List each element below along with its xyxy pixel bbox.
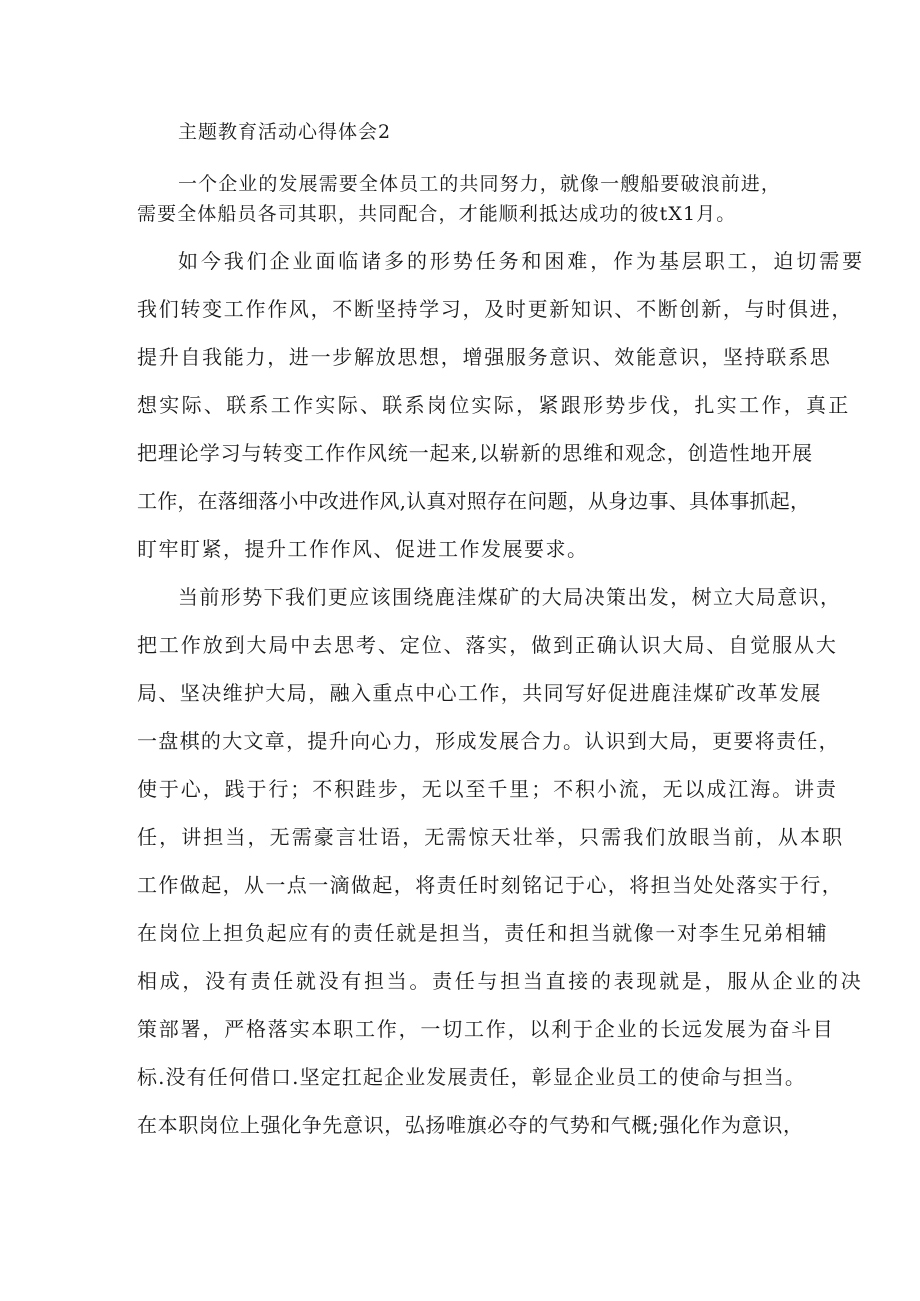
paragraph-line: 需要全体船员各司其职，共同配合，才能顺利抵达成功的彼tX1月。 [137,203,737,225]
paragraph-line: 盯牢盯紧，提升工作作风、促进工作发展要求。 [137,537,589,561]
document-title: 主题教育活动心得体会2 [178,121,392,143]
paragraph-line: 策部署，严格落实本职工作，一切工作，以利于企业的长远发展为奋斗目 [137,1017,835,1041]
paragraph-line: 在本职岗位上强化争先意识，弘扬唯旗必夺的气势和气概;强化作为意识， [137,1113,804,1137]
paragraph-line: 在岗位上担负起应有的责任就是担当，责任和担当就像一对李生兄弟相辅 [137,921,829,945]
paragraph-line: 把工作放到大局中去思考、定位、落实，做到正确认识大局、自觉服从大 [137,633,838,657]
paragraph-line: 局、坚决维护大局，融入重点中心工作，共同写好促进鹿洼煤矿改革发展 [137,681,822,705]
paragraph-line: 如今我们企业面临诸多的形势任务和困难，作为基层职工，迫切需要 [178,249,865,273]
paragraph-line: 工作做起，从一点一滴做起，将责任时刻铭记于心，将担当处处落实于行， [137,873,844,897]
paragraph-line: 工作，在落细落小中改进作风,认真对照存在问题，从身边事、具体事抓起， [137,489,811,513]
paragraph-line: 使于心，践于行；不积跬步，无以至千里；不积小流，无以成江海。讲责 [137,777,838,801]
paragraph-line: 一盘棋的大文章，提升向心力，形成发展合力。认识到大局，更要将责任， [137,729,840,753]
paragraph-line: 想实际、联系工作实际、联系岗位实际，紧跟形势步伐，扎实工作，真正 [137,393,851,417]
paragraph-line: 当前形势下我们更应该围绕鹿洼煤矿的大局决策出发，树立大局意识， [178,585,842,609]
paragraph-line: 把理论学习与转变工作作风统一起来,以崭新的思维和观念，创造性地开展 [137,441,814,465]
paragraph-line: 一个企业的发展需要全体员工的共同努力，就像一艘船要破浪前进， [178,173,782,195]
paragraph-line: 任，讲担当，无需豪言壮语，无需惊天壮举，只需我们放眼当前，从本职 [137,825,845,849]
paragraph-line: 提升自我能力，进一步解放思想，增强服务意识、效能意识，坚持联系思 [137,345,832,369]
paragraph-line: 相成，没有责任就没有担当。责任与担当直接的表现就是，服从企业的决 [137,969,864,993]
paragraph-line: 我们转变工作作风，不断坚持学习，及时更新知识、不断创新，与时俱进， [137,297,854,321]
paragraph-line: 标.没有任何借口.坚定扛起企业发展责任，彰显企业员工的使命与担当。 [137,1065,807,1089]
